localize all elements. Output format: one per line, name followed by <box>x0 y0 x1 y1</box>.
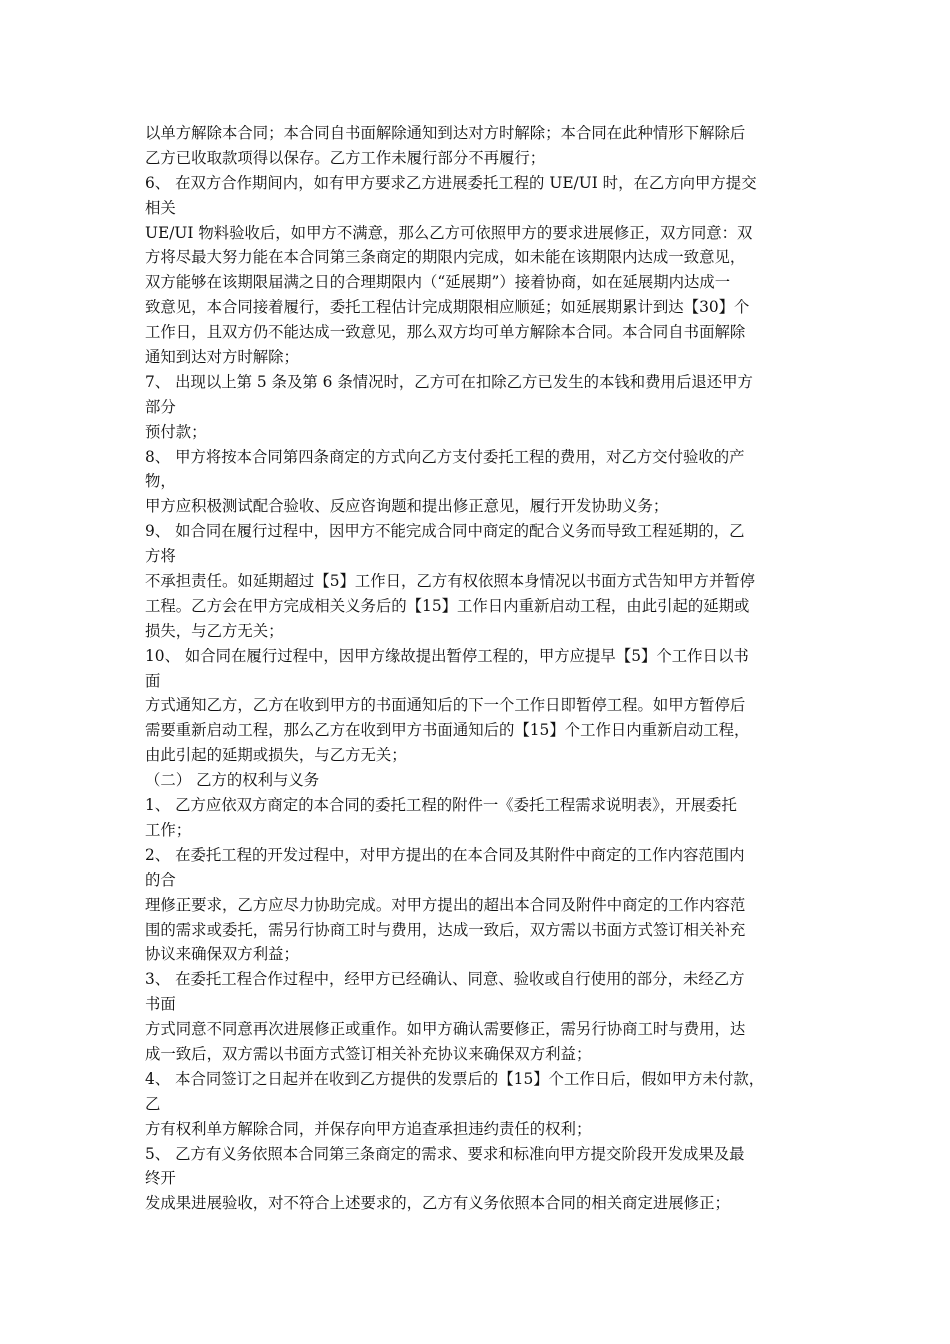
text-line: 的合 <box>145 870 176 889</box>
text-line: 损失，与乙方无关； <box>145 621 284 640</box>
text-line: 4、 本合同签订之日起并在收到乙方提供的发票后的【15】个工作日后，假如甲方未付款， <box>145 1069 765 1088</box>
text-line: 致意见，本合同接着履行，委托工程估计完成期限相应顺延；如延展期累计到达【30】个 <box>145 298 750 317</box>
text-line: 方有权利单方解除合同，并保存向甲方追查承担违约责任的权利； <box>145 1119 592 1138</box>
text-line: 部分 <box>145 397 176 416</box>
text-line: 5、 乙方有义务依照本合同第三条商定的需求、要求和标准向甲方提交阶段开发成果及最 <box>145 1144 745 1163</box>
text-line: 发成果进展验收，对不符合上述要求的，乙方有义务依照本合同的相关商定进展修正； <box>145 1194 730 1213</box>
text-line: 工作日，且双方仍不能达成一致意见，那么双方均可单方解除本合同。本合同自书面解除 <box>145 323 746 342</box>
text-line: 物， <box>145 472 176 491</box>
text-line: 需要重新启动工程，那么乙方在收到甲方书面通知后的【15】个工作日内重新启动工程， <box>145 721 750 740</box>
text-line: 由此引起的延期或损失，与乙方无关； <box>145 746 407 765</box>
text-line: 8、 甲方将按本合同第四条商定的方式向乙方支付委托工程的费用，对乙方交付验收的产 <box>145 447 745 466</box>
text-line: 工程。乙方会在甲方完成相关义务后的【15】工作日内重新启动工程，由此引起的延期或 <box>145 596 750 615</box>
text-line: 书面 <box>145 995 176 1014</box>
text-line: 终开 <box>145 1169 176 1188</box>
text-line: 相关 <box>145 198 176 217</box>
text-line: 面 <box>145 671 161 690</box>
section-heading: （二） 乙方的权利与义务 <box>145 771 320 790</box>
text-line: 以单方解除本合同；本合同自书面解除通知到达对方时解除；本合同在此种情形下解除后 <box>145 124 746 142</box>
text-line: 围的需求或委托，需另行协商工时与费用，达成一致后，双方需以书面方式签订相关补充 <box>145 920 746 939</box>
text-line: 3、 在委托工程合作过程中，经甲方已经确认、同意、验收或自行使用的部分，未经乙方 <box>145 970 745 989</box>
text-line: 方式通知乙方，乙方在收到甲方的书面通知后的下一个工作日即暂停工程。如甲方暂停后 <box>145 696 746 715</box>
text-line: 6、 在双方合作期间内，如有甲方要求乙方进展委托工程的 UE/UI 时，在乙方向甲方提交 <box>145 173 757 192</box>
text-line: 方式同意不同意再次进展修正或重作。如甲方确认需要修正，需另行协商工时与费用，达 <box>145 1020 746 1039</box>
text-line: 1、 乙方应依双方商定的本合同的委托工程的附件一《委托工程需求说明表》，开展委托 <box>145 796 737 815</box>
text-line: 乙方已收取款项得以保存。乙方工作未履行部分不再履行； <box>145 148 546 167</box>
text-line: 乙 <box>145 1094 161 1113</box>
text-line: 协议来确保双方利益； <box>145 945 299 964</box>
text-line: 方将尽最大努力能在本合同第三条商定的期限内完成，如未能在该期限内达成一致意见， <box>145 248 746 267</box>
text-line: 7、 出现以上第 5 条及第 6 条情况时，乙方可在扣除乙方已发生的本钱和费用后退还甲方 <box>145 372 753 391</box>
text-line: 通知到达对方时解除； <box>145 348 299 367</box>
text-line: 工作； <box>145 820 192 839</box>
text-line: UE/UI 物料验收后，如甲方不满意，那么乙方可依照甲方的要求进展修正，双方同意：双 <box>145 223 753 242</box>
text-line: 方将 <box>145 547 176 566</box>
text-line: 双方能够在该期限届满之日的合理期限内（“延展期”）接着协商，如在延展期内达成一 <box>145 273 731 292</box>
contract-text-block <box>145 121 825 1216</box>
text-line: 成一致后，双方需以书面方式签订相关补充协议来确保双方利益； <box>145 1044 592 1063</box>
text-line: 理修正要求，乙方应尽力协助完成。对甲方提出的超出本合同及附件中商定的工作内容范 <box>145 895 746 914</box>
text-line: 不承担责任。如延期超过【5】工作日，乙方有权依照本身情况以书面方式告知甲方并暂停 <box>145 572 756 591</box>
text-line: 2、 在委托工程的开发过程中，对甲方提出的在本合同及其附件中商定的工作内容范围内 <box>145 845 745 864</box>
text-line: 预付款； <box>145 422 207 441</box>
text-line: 甲方应积极测试配合验收、反应咨询题和提出修正意见，履行开发协助义务； <box>145 497 669 516</box>
text-line: 10、 如合同在履行过程中，因甲方缘故提出暂停工程的，甲方应提早【5】个工作日以书 <box>145 646 749 665</box>
text-line: 9、 如合同在履行过程中，因甲方不能完成合同中商定的配合义务而导致工程延期的，乙 <box>145 522 745 541</box>
